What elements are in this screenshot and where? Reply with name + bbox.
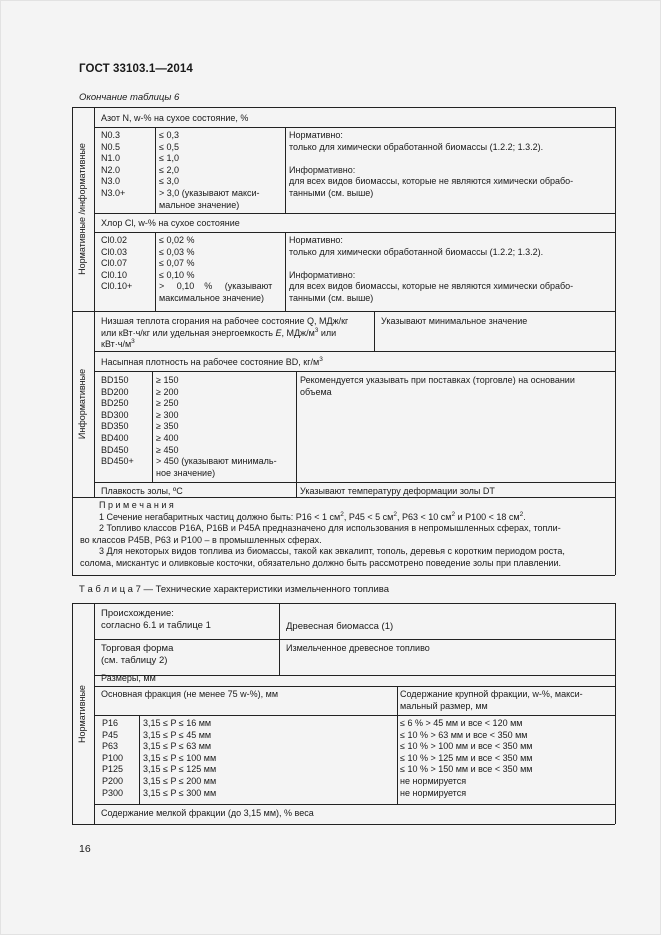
- coarse-value: ≤ 10 % > 63 мм и все < 350 мм: [400, 729, 528, 740]
- density-value: > 450 (указывают минималь-: [156, 456, 277, 467]
- note-text: и P100 < 18 см: [455, 511, 520, 522]
- size-range: 3,15 ≤ P ≤ 16 мм: [143, 718, 212, 728]
- document-code: ГОСТ 33103.1—2014: [79, 63, 193, 75]
- trade-form-line: Торговая форма: [101, 643, 174, 654]
- normative-text: только для химически обработанной биомассы (1.2.2; 1.3.2).: [289, 246, 544, 257]
- table-7-caption: Т а б л и ц а 7 — Технические характеристики измельченного топлива: [79, 584, 389, 595]
- ash-melting-label: Плавкость золы, ºС: [101, 486, 183, 496]
- density-value: ≥ 350: [156, 421, 179, 432]
- coarse-value: ≤ 10 % > 100 мм и все < 350 мм: [400, 741, 533, 752]
- density-value: ное значение): [156, 467, 216, 478]
- coarse-fraction-header: [400, 689, 583, 712]
- size-class: P200: [102, 775, 124, 786]
- chlorine-value: ≤ 0,07 %: [159, 258, 195, 269]
- density-code: BD400: [101, 432, 129, 443]
- note-text: , P63 < 10 см: [396, 511, 452, 522]
- density-code: BD150: [101, 375, 129, 385]
- coarse-value: ≤ 6 % > 45 мм и все < 120 мм: [400, 718, 523, 728]
- chlorine-code: Cl0.10+: [101, 281, 133, 292]
- main-fraction-header: Основная фракция (не менее 75 w-%), мм: [101, 689, 279, 699]
- nitrogen-value: ≤ 2,0: [159, 164, 179, 175]
- informative-text: для всех видов биомассы, которые не являются химически обрабо-: [289, 281, 574, 292]
- nitrogen-value: > 3,0 (указывают макси-: [159, 187, 260, 198]
- nitrogen-code: N1.0: [101, 153, 121, 164]
- coarse-value: не нормируется: [400, 775, 467, 786]
- density-code: BD450: [101, 444, 129, 455]
- origin-label: [101, 608, 211, 633]
- note-3-line-1: 3 Для некоторых видов топлива из биомассы, такой как эвкалипт, тополь, деревья с коротким периодом роста,: [99, 546, 565, 557]
- size-range: 3,15 ≤ P ≤ 45 мм: [143, 729, 212, 740]
- note-text: 1 Сечение негабаритных частиц должно быть: P16 < 1 см: [99, 511, 341, 522]
- ash-melting-note: Указывают температуру деформации золы DT: [300, 486, 495, 496]
- nitrogen-code: N3.0+: [101, 187, 126, 198]
- chlorine-code: Cl0.10: [101, 269, 128, 280]
- size-range: 3,15 ≤ P ≤ 125 мм: [143, 764, 217, 775]
- note-text: .: [523, 511, 526, 522]
- coarse-header-line: Содержание крупной фракции, w-%, макси-: [400, 689, 583, 699]
- nitrogen-value: мальное значение): [159, 199, 240, 210]
- page-number: 16: [79, 843, 91, 855]
- trade-form-line: (см. таблицу 2): [101, 655, 168, 667]
- normative-text: только для химически обработанной биомассы (1.2.2; 1.3.2).: [289, 141, 544, 152]
- density-note-line: Рекомендуется указывать при поставках (торговле) на основании: [300, 375, 575, 385]
- nitrogen-code: N2.0: [101, 164, 121, 175]
- side-label-normative-informative: Нормативные /информативные: [77, 143, 87, 275]
- size-class: P300: [102, 787, 124, 798]
- superscript: 2: [340, 510, 344, 518]
- size-classes: [102, 718, 123, 799]
- density-title-text: Насыпная плотность на рабочее состояние BD, кг/м: [101, 357, 320, 367]
- informative-text: танными (см. выше): [289, 187, 374, 198]
- chlorine-value: ≤ 0,02 %: [159, 235, 195, 245]
- heat-text: или: [318, 327, 337, 338]
- informative-label: Информативно:: [289, 164, 356, 175]
- density-value: ≥ 450: [156, 444, 179, 455]
- density-value: ≥ 200: [156, 386, 179, 397]
- chlorine-value: ≤ 0,03 %: [159, 246, 195, 257]
- density-code: BD250: [101, 398, 129, 409]
- size-class: P125: [102, 764, 124, 775]
- size-range: 3,15 ≤ P ≤ 300 мм: [143, 787, 217, 798]
- origin-label-line: согласно 6.1 и таблице 1: [101, 620, 211, 632]
- nitrogen-value: ≤ 0,5: [159, 141, 179, 152]
- chlorine-value: максимальное значение): [159, 292, 264, 303]
- chlorine-code: Cl0.07: [101, 258, 128, 269]
- origin-value: Древесная биомасса (1): [286, 621, 394, 632]
- density-note-line: объема: [300, 386, 332, 397]
- superscript: 3: [314, 326, 319, 334]
- density-code: BD200: [101, 386, 129, 397]
- size-class: P45: [102, 729, 119, 740]
- side-label-normative: Нормативные: [77, 685, 87, 743]
- superscript: 2: [451, 510, 456, 518]
- superscript: 3: [131, 338, 135, 346]
- normative-label: Нормативно:: [289, 235, 343, 245]
- trade-form-value: Измельченное древесное топливо: [286, 643, 430, 653]
- chlorine-code: Cl0.03: [101, 246, 128, 257]
- heat-note: Указывают минимальное значение: [381, 316, 528, 326]
- heat-line: Низшая теплота сгорания на рабочее состояние Q, МДж/кг: [101, 316, 349, 326]
- informative-label: Информативно:: [289, 269, 356, 280]
- superscript: 2: [519, 510, 524, 518]
- normative-label: Нормативно:: [289, 130, 343, 140]
- chlorine-title: Хлор Cl, w-% на сухое состояние: [101, 218, 240, 228]
- superscript: 2: [393, 510, 397, 518]
- note-3-line-2: солома, мискантус и оливковые косточки, обязательно должно быть рассмотрено поведение золы при плавлении.: [80, 557, 561, 568]
- note-2-line-1: 2 Топливо классов P16A, P16B и P45A предназначено для использования в непромышленных сферах, топли-: [99, 523, 561, 534]
- size-class: P16: [102, 718, 119, 728]
- heat-text: кВт·ч/м: [101, 339, 132, 350]
- informative-text: для всех видов биомассы, которые не являются химически обрабо-: [289, 176, 574, 187]
- density-code: BD300: [101, 409, 129, 420]
- nitrogen-value: ≤ 3,0: [159, 176, 179, 187]
- chlorine-value: ≤ 0,10 %: [159, 269, 195, 280]
- sizes-title: Размеры, мм: [101, 673, 156, 683]
- coarse-value: ≤ 10 % > 125 мм и все < 350 мм: [400, 752, 533, 763]
- density-code: BD450+: [101, 456, 134, 467]
- note-text: , P45 < 5 см: [343, 511, 394, 522]
- size-range: 3,15 ≤ P ≤ 200 мм: [143, 775, 217, 786]
- coarse-header-line: мальный размер, мм: [400, 700, 488, 711]
- nitrogen-title: Азот N, w-% на сухое состояние, %: [101, 113, 249, 123]
- heat-text: или кВт·ч/кг или удельная энергоемкость: [101, 327, 276, 338]
- nitrogen-code: N0.3: [101, 130, 121, 140]
- size-class: P63: [102, 741, 119, 752]
- size-range: 3,15 ≤ P ≤ 63 мм: [143, 741, 212, 752]
- note-2-line-2: во классов P45B, P63 и P100 – в промышленных сферах.: [80, 534, 322, 545]
- coarse-value: ≤ 10 % > 150 мм и все < 350 мм: [400, 764, 533, 775]
- density-value: ≥ 150: [156, 375, 179, 385]
- chlorine-code: Cl0.02: [101, 235, 128, 245]
- density-value: ≥ 250: [156, 398, 179, 409]
- side-label-informative: Информативные: [77, 368, 87, 440]
- coarse-value: не нормируется: [400, 787, 467, 798]
- informative-text: танными (см. выше): [289, 292, 374, 303]
- notes-heading: П р и м е ч а н и я: [99, 500, 174, 510]
- nitrogen-value: ≤ 0,3: [159, 130, 179, 140]
- chlorine-value: > 0,10 % (указывают: [159, 281, 273, 292]
- density-value: ≥ 300: [156, 409, 179, 420]
- heat-symbol: E: [275, 327, 282, 338]
- coarse-values: [400, 718, 532, 799]
- superscript: 3: [319, 356, 323, 363]
- size-ranges: [143, 718, 216, 799]
- origin-label-line: Происхождение:: [101, 608, 174, 619]
- trade-form-label: [101, 643, 173, 668]
- nitrogen-code: N0.5: [101, 141, 121, 152]
- nitrogen-code: N3.0: [101, 176, 121, 187]
- heat-text: , МДж/м: [281, 327, 315, 338]
- table-continuation-caption: Окончание таблицы 6: [79, 92, 180, 103]
- density-value: ≥ 400: [156, 432, 179, 443]
- fines-label: Содержание мелкой фракции (до 3,15 мм), % веса: [101, 808, 314, 818]
- size-range: 3,15 ≤ P ≤ 100 мм: [143, 752, 217, 763]
- density-code: BD350: [101, 421, 129, 432]
- nitrogen-value: ≤ 1,0: [159, 153, 179, 164]
- size-class: P100: [102, 752, 124, 763]
